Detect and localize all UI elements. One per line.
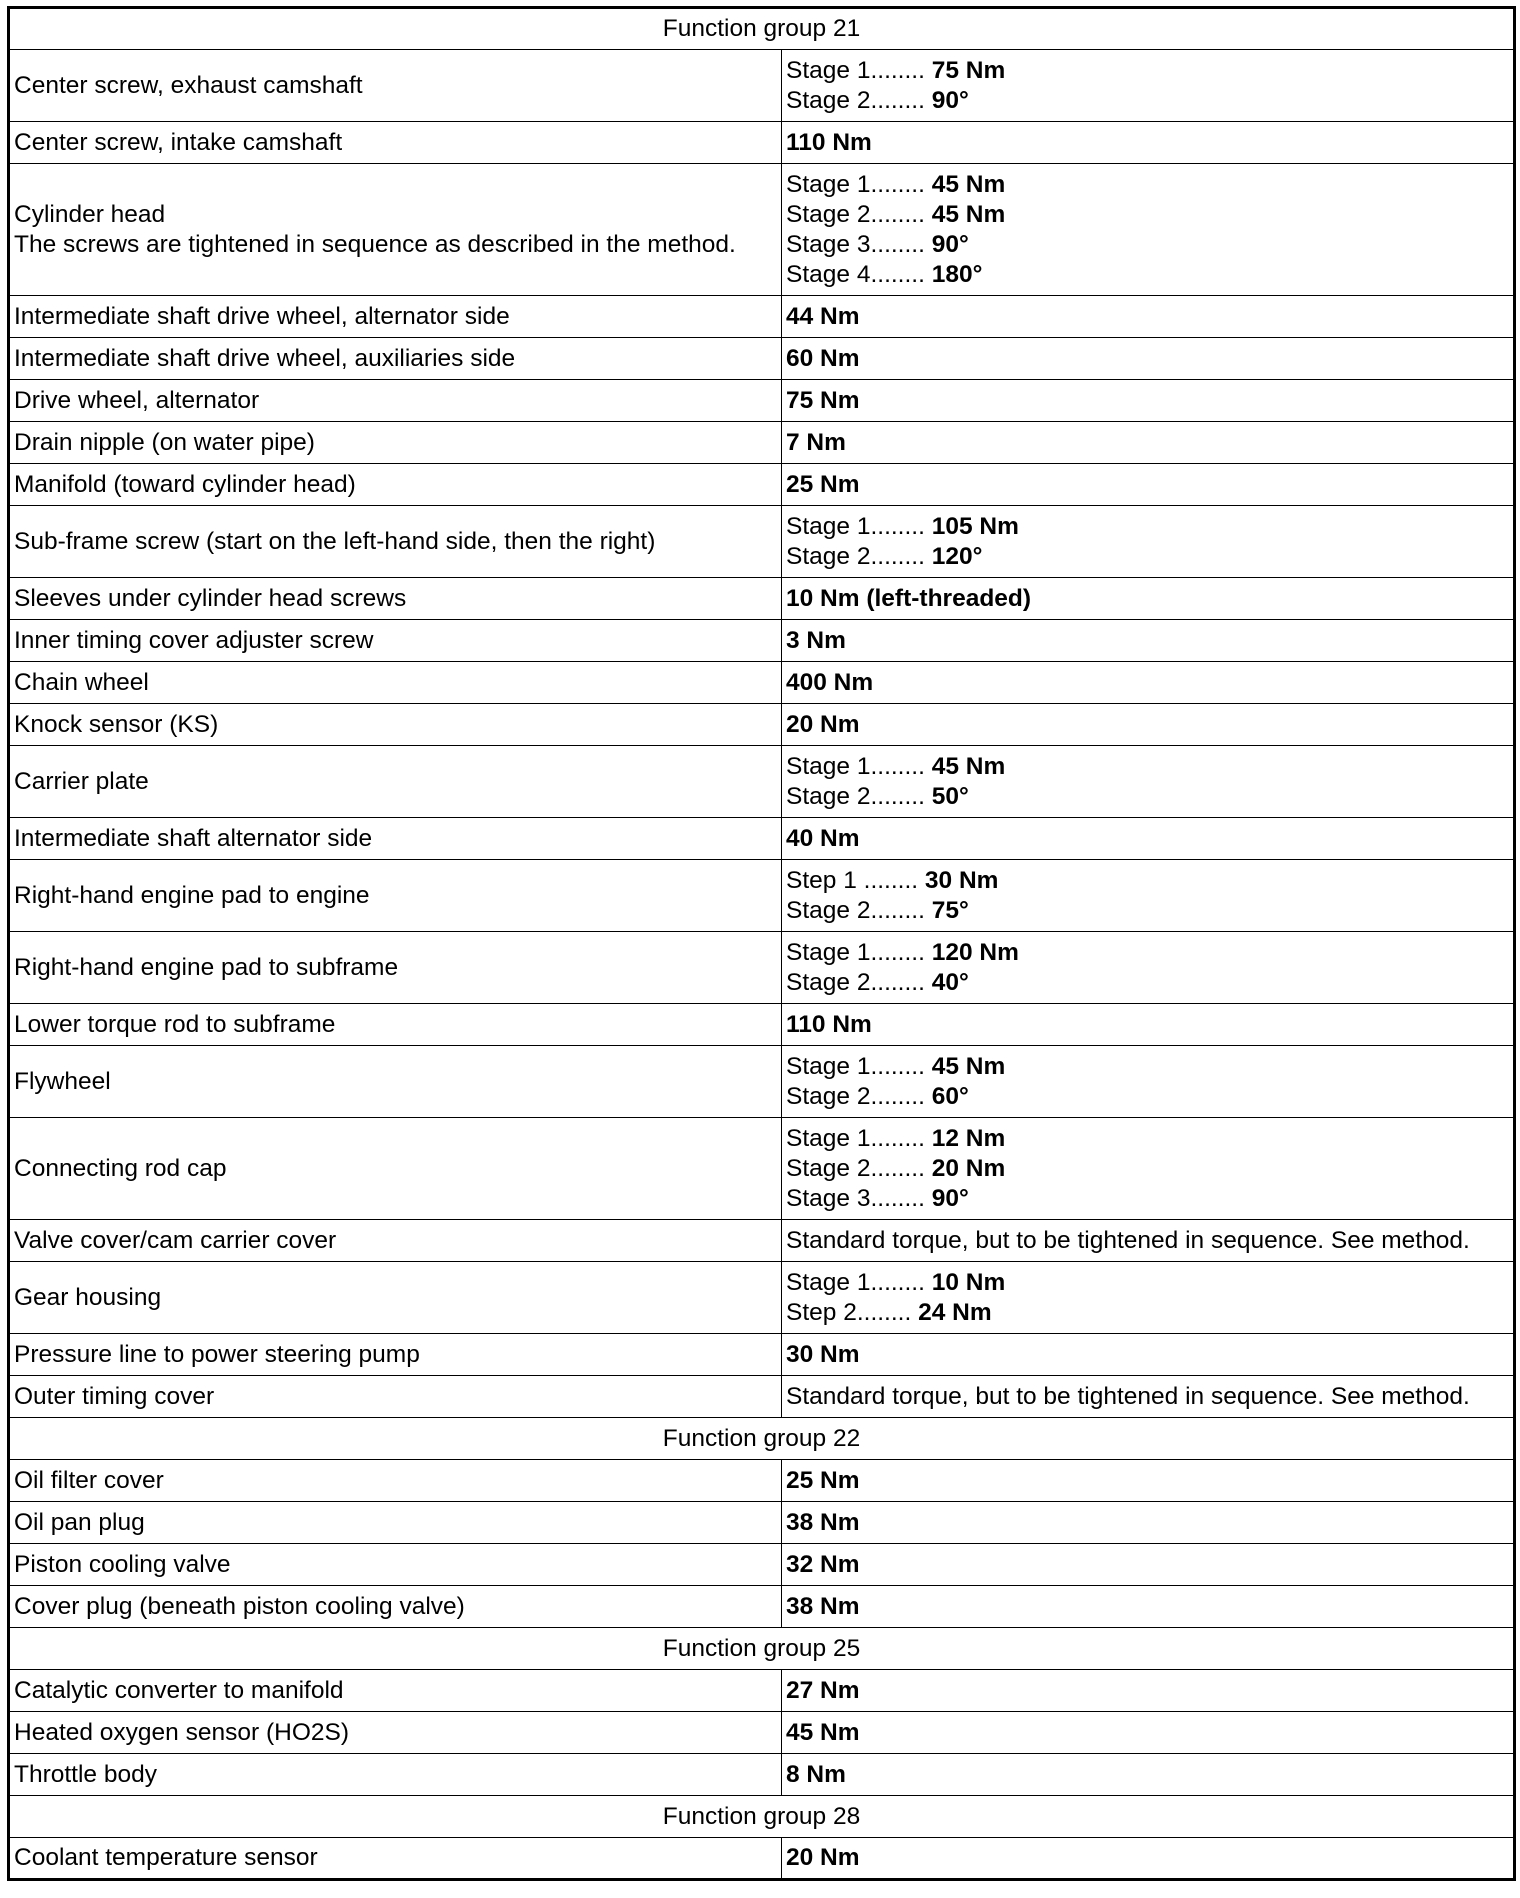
component-name: Heated oxygen sensor (HO2S) xyxy=(14,1718,349,1746)
component-name: Oil filter cover xyxy=(14,1466,164,1494)
table-row xyxy=(9,1586,1515,1628)
component-name: Throttle body xyxy=(14,1760,157,1788)
torque-cell xyxy=(782,620,1515,662)
table-row xyxy=(9,1544,1515,1586)
stage-label: Standard torque, but to be tightened in sequence. See method. xyxy=(786,1382,1470,1410)
table-row xyxy=(9,338,1515,380)
component-cell xyxy=(9,818,782,860)
component-name: Drive wheel, alternator xyxy=(14,386,260,414)
component-cell xyxy=(9,1118,782,1220)
stage-label: Stage 2........ xyxy=(786,86,932,114)
component-cell xyxy=(9,1712,782,1754)
torque-stage xyxy=(786,428,1509,458)
table-row xyxy=(9,1838,1515,1880)
table-row xyxy=(9,296,1515,338)
torque-value: 30 Nm xyxy=(924,866,999,894)
function-group-title: Function group 21 xyxy=(9,8,1515,50)
component-cell xyxy=(9,1376,782,1418)
stage-label: Stage 2........ xyxy=(786,896,932,924)
function-group-header-row xyxy=(9,1628,1515,1670)
component-cell xyxy=(9,380,782,422)
torque-cell xyxy=(782,1460,1515,1502)
component-name: Sleeves under cylinder head screws xyxy=(14,584,407,612)
torque-stage xyxy=(786,1676,1509,1706)
torque-cell xyxy=(782,1262,1515,1334)
torque-stage xyxy=(786,938,1509,968)
torque-stage xyxy=(786,512,1509,542)
torque-value: 45 Nm xyxy=(786,1718,860,1746)
function-group-title: Function group 25 xyxy=(9,1628,1515,1670)
component-name: Outer timing cover xyxy=(14,1382,215,1410)
torque-stage xyxy=(786,1052,1509,1082)
component-cell xyxy=(9,50,782,122)
table-row xyxy=(9,380,1515,422)
torque-value: 44 Nm xyxy=(786,302,860,330)
component-cell xyxy=(9,1544,782,1586)
table-row xyxy=(9,1334,1515,1376)
stage-label: Stage 1........ xyxy=(786,1052,932,1080)
torque-value: 8 Nm xyxy=(786,1760,846,1788)
stage-label: Stage 2........ xyxy=(786,968,932,996)
table-body xyxy=(9,8,1515,1880)
torque-stage xyxy=(786,710,1509,740)
component-name: Lower torque rod to subframe xyxy=(14,1010,336,1038)
table-row xyxy=(9,578,1515,620)
component-name: Coolant temperature sensor xyxy=(14,1844,318,1871)
component-cell xyxy=(9,338,782,380)
component-name: Flywheel xyxy=(14,1067,111,1095)
component-cell xyxy=(9,506,782,578)
torque-cell xyxy=(782,50,1515,122)
torque-stage xyxy=(786,1184,1509,1214)
table-row xyxy=(9,860,1515,932)
component-name: Gear housing xyxy=(14,1283,162,1311)
component-cell xyxy=(9,1004,782,1046)
torque-cell xyxy=(782,818,1515,860)
torque-value: 27 Nm xyxy=(786,1676,860,1704)
stage-label: Stage 1........ xyxy=(786,56,932,84)
component-name: Inner timing cover adjuster screw xyxy=(14,626,374,654)
torque-value: 38 Nm xyxy=(786,1508,860,1536)
component-cell xyxy=(9,1502,782,1544)
torque-value: 10 Nm (left-threaded) xyxy=(786,584,1032,612)
component-cell xyxy=(9,662,782,704)
torque-stage xyxy=(786,1382,1509,1412)
component-name: Center screw, exhaust camshaft xyxy=(14,71,363,99)
component-cell xyxy=(9,164,782,296)
function-group-header-row xyxy=(9,1418,1515,1460)
component-cell xyxy=(9,1586,782,1628)
torque-stage xyxy=(786,896,1509,926)
component-name: Carrier plate xyxy=(14,767,149,795)
table-row xyxy=(9,662,1515,704)
component-name: Chain wheel xyxy=(14,668,149,696)
torque-stage xyxy=(786,1298,1509,1328)
stage-label: Stage 1........ xyxy=(786,752,932,780)
torque-stage xyxy=(786,1340,1509,1370)
function-group-header-row xyxy=(9,8,1515,50)
component-cell xyxy=(9,1262,782,1334)
stage-label: Step 2........ xyxy=(786,1298,919,1326)
component-name: Oil pan plug xyxy=(14,1508,145,1536)
torque-value: 110 Nm xyxy=(786,1010,872,1038)
torque-value: 32 Nm xyxy=(786,1550,860,1578)
component-cell xyxy=(9,932,782,1004)
torque-cell xyxy=(782,1220,1515,1262)
function-group-title: Function group 22 xyxy=(9,1418,1515,1460)
torque-value: 400 Nm xyxy=(786,668,874,696)
torque-value: 45 Nm xyxy=(931,1052,1006,1080)
stage-label: Stage 1........ xyxy=(786,170,932,198)
table-row xyxy=(9,506,1515,578)
component-name: Connecting rod cap xyxy=(14,1154,227,1182)
torque-value: 180° xyxy=(931,260,983,288)
table-row xyxy=(9,746,1515,818)
torque-stage xyxy=(786,56,1509,86)
torque-value: 40 Nm xyxy=(786,824,860,852)
torque-cell xyxy=(782,860,1515,932)
torque-cell xyxy=(782,932,1515,1004)
table-row xyxy=(9,1262,1515,1334)
stage-label: Stage 2........ xyxy=(786,200,932,228)
torque-stage xyxy=(786,302,1509,332)
torque-cell xyxy=(782,1670,1515,1712)
component-cell xyxy=(9,620,782,662)
torque-stage xyxy=(786,1268,1509,1298)
table-row xyxy=(9,464,1515,506)
stage-label: Stage 1........ xyxy=(786,1124,932,1152)
torque-cell xyxy=(782,1376,1515,1418)
component-cell xyxy=(9,296,782,338)
component-cell xyxy=(9,1334,782,1376)
component-name: Right-hand engine pad to subframe xyxy=(14,953,399,981)
table-row xyxy=(9,164,1515,296)
component-name: Manifold (toward cylinder head) xyxy=(14,470,356,498)
component-name: Knock sensor (KS) xyxy=(14,710,219,738)
torque-value: 105 Nm xyxy=(931,512,1019,540)
torque-stage xyxy=(786,470,1509,500)
stage-label: Stage 1........ xyxy=(786,938,932,966)
torque-stage xyxy=(786,200,1509,230)
torque-value: 25 Nm xyxy=(786,1466,860,1494)
torque-value: 120° xyxy=(931,542,983,570)
table-row xyxy=(9,422,1515,464)
torque-cell xyxy=(782,1838,1515,1880)
torque-cell xyxy=(782,422,1515,464)
component-name: Piston cooling valve xyxy=(14,1550,231,1578)
torque-stage xyxy=(786,1843,1509,1873)
component-name: Cylinder head xyxy=(14,200,166,228)
component-name: Valve cover/cam carrier cover xyxy=(14,1226,337,1254)
torque-value: 45 Nm xyxy=(931,170,1006,198)
torque-value: 90° xyxy=(931,230,969,258)
torque-value: 3 Nm xyxy=(786,626,846,654)
torque-stage xyxy=(786,1124,1509,1154)
torque-value: 45 Nm xyxy=(931,200,1006,228)
table-row xyxy=(9,122,1515,164)
torque-cell xyxy=(782,662,1515,704)
component-cell xyxy=(9,1754,782,1796)
stage-label: Stage 4........ xyxy=(786,260,932,288)
component-name: Catalytic converter to manifold xyxy=(14,1676,344,1704)
torque-value: 20 Nm xyxy=(931,1154,1006,1182)
stage-label: Stage 3........ xyxy=(786,1184,932,1212)
torque-stage xyxy=(786,866,1509,896)
component-note: The screws are tightened in sequence as described in the method. xyxy=(14,230,736,258)
torque-stage xyxy=(786,1508,1509,1538)
component-name: Intermediate shaft drive wheel, auxiliaries side xyxy=(14,344,516,372)
table-row xyxy=(9,704,1515,746)
table-row xyxy=(9,1220,1515,1262)
torque-stage xyxy=(786,1550,1509,1580)
torque-cell xyxy=(782,296,1515,338)
torque-cell xyxy=(782,704,1515,746)
torque-stage xyxy=(786,824,1509,854)
torque-cell xyxy=(782,1712,1515,1754)
torque-cell xyxy=(782,1004,1515,1046)
torque-stage xyxy=(786,86,1509,116)
torque-stage xyxy=(786,386,1509,416)
function-group-title: Function group 28 xyxy=(9,1796,1515,1838)
table-row xyxy=(9,50,1515,122)
torque-value: 7 Nm xyxy=(786,428,846,456)
torque-stage xyxy=(786,1154,1509,1184)
table-row xyxy=(9,932,1515,1004)
component-cell xyxy=(9,1838,782,1880)
torque-cell xyxy=(782,380,1515,422)
torque-cell xyxy=(782,578,1515,620)
torque-stage xyxy=(786,1010,1509,1040)
torque-stage xyxy=(786,1226,1509,1256)
torque-cell xyxy=(782,1544,1515,1586)
torque-stage xyxy=(786,260,1509,290)
torque-stage xyxy=(786,344,1509,374)
torque-cell xyxy=(782,1754,1515,1796)
torque-value: 90° xyxy=(931,86,969,114)
component-cell xyxy=(9,1460,782,1502)
table-row xyxy=(9,1004,1515,1046)
torque-stage xyxy=(786,668,1509,698)
component-cell xyxy=(9,1046,782,1118)
torque-value: 90° xyxy=(931,1184,969,1212)
table-row xyxy=(9,1376,1515,1418)
torque-value: 60 Nm xyxy=(786,344,860,372)
torque-cell xyxy=(782,506,1515,578)
component-cell xyxy=(9,860,782,932)
torque-stage xyxy=(786,626,1509,656)
table-row xyxy=(9,1118,1515,1220)
component-name: Intermediate shaft alternator side xyxy=(14,824,373,852)
component-cell xyxy=(9,578,782,620)
torque-value: 12 Nm xyxy=(931,1124,1006,1152)
torque-value: 75 Nm xyxy=(786,386,860,414)
table-row xyxy=(9,1460,1515,1502)
torque-value: 10 Nm xyxy=(931,1268,1006,1296)
table-row xyxy=(9,1712,1515,1754)
torque-stage xyxy=(786,1082,1509,1112)
component-name: Drain nipple (on water pipe) xyxy=(14,428,315,456)
torque-stage xyxy=(786,170,1509,200)
torque-cell xyxy=(782,1046,1515,1118)
torque-cell xyxy=(782,1502,1515,1544)
torque-specification-table xyxy=(7,6,1516,1881)
torque-stage xyxy=(786,782,1509,812)
component-name: Cover plug (beneath piston cooling valve) xyxy=(14,1592,465,1620)
torque-value: 20 Nm xyxy=(786,1844,860,1871)
torque-cell xyxy=(782,338,1515,380)
torque-cell xyxy=(782,1334,1515,1376)
torque-stage xyxy=(786,1466,1509,1496)
torque-stage xyxy=(786,1760,1509,1790)
torque-value: 30 Nm xyxy=(786,1340,860,1368)
component-name: Pressure line to power steering pump xyxy=(14,1340,420,1368)
stage-label: Stage 2........ xyxy=(786,1154,932,1182)
component-cell xyxy=(9,122,782,164)
torque-stage xyxy=(786,128,1509,158)
torque-stage xyxy=(786,1592,1509,1622)
component-cell xyxy=(9,746,782,818)
component-cell xyxy=(9,1220,782,1262)
torque-value: 38 Nm xyxy=(786,1592,860,1620)
torque-stage xyxy=(786,542,1509,572)
stage-label: Stage 1........ xyxy=(786,512,932,540)
torque-value: 24 Nm xyxy=(918,1298,992,1326)
stage-label: Stage 1........ xyxy=(786,1268,932,1296)
table-row xyxy=(9,620,1515,662)
stage-label: Stage 2........ xyxy=(786,1082,932,1110)
component-name: Center screw, intake camshaft xyxy=(14,128,343,156)
torque-cell xyxy=(782,164,1515,296)
torque-value: 40° xyxy=(931,968,969,996)
torque-stage xyxy=(786,584,1509,614)
component-name: Right-hand engine pad to engine xyxy=(14,881,370,909)
torque-value: 75° xyxy=(931,896,969,924)
component-name: Intermediate shaft drive wheel, alternator side xyxy=(14,302,510,330)
component-cell xyxy=(9,1670,782,1712)
component-cell xyxy=(9,704,782,746)
torque-cell xyxy=(782,122,1515,164)
function-group-header-row xyxy=(9,1796,1515,1838)
torque-stage xyxy=(786,752,1509,782)
table-row xyxy=(9,1502,1515,1544)
torque-value: 110 Nm xyxy=(786,128,872,156)
stage-label: Standard torque, but to be tightened in sequence. See method. xyxy=(786,1226,1470,1254)
table-row xyxy=(9,1046,1515,1118)
component-cell xyxy=(9,464,782,506)
stage-label: Stage 3........ xyxy=(786,230,932,258)
torque-value: 20 Nm xyxy=(786,710,860,738)
stage-label: Stage 2........ xyxy=(786,542,932,570)
table-row xyxy=(9,818,1515,860)
torque-cell xyxy=(782,1118,1515,1220)
component-name: Sub-frame screw (start on the left-hand side, then the right) xyxy=(14,527,656,555)
torque-cell xyxy=(782,746,1515,818)
torque-value: 120 Nm xyxy=(931,938,1019,966)
component-cell xyxy=(9,422,782,464)
torque-stage xyxy=(786,1718,1509,1748)
torque-stage xyxy=(786,968,1509,998)
table-row xyxy=(9,1754,1515,1796)
torque-stage xyxy=(786,230,1509,260)
torque-value: 45 Nm xyxy=(931,752,1006,780)
torque-value: 25 Nm xyxy=(786,470,860,498)
torque-value: 50° xyxy=(931,782,969,810)
torque-cell xyxy=(782,1586,1515,1628)
stage-label: Step 1 ........ xyxy=(786,866,925,894)
table-row xyxy=(9,1670,1515,1712)
torque-cell xyxy=(782,464,1515,506)
torque-value: 60° xyxy=(931,1082,969,1110)
stage-label: Stage 2........ xyxy=(786,782,932,810)
torque-value: 75 Nm xyxy=(931,56,1006,84)
